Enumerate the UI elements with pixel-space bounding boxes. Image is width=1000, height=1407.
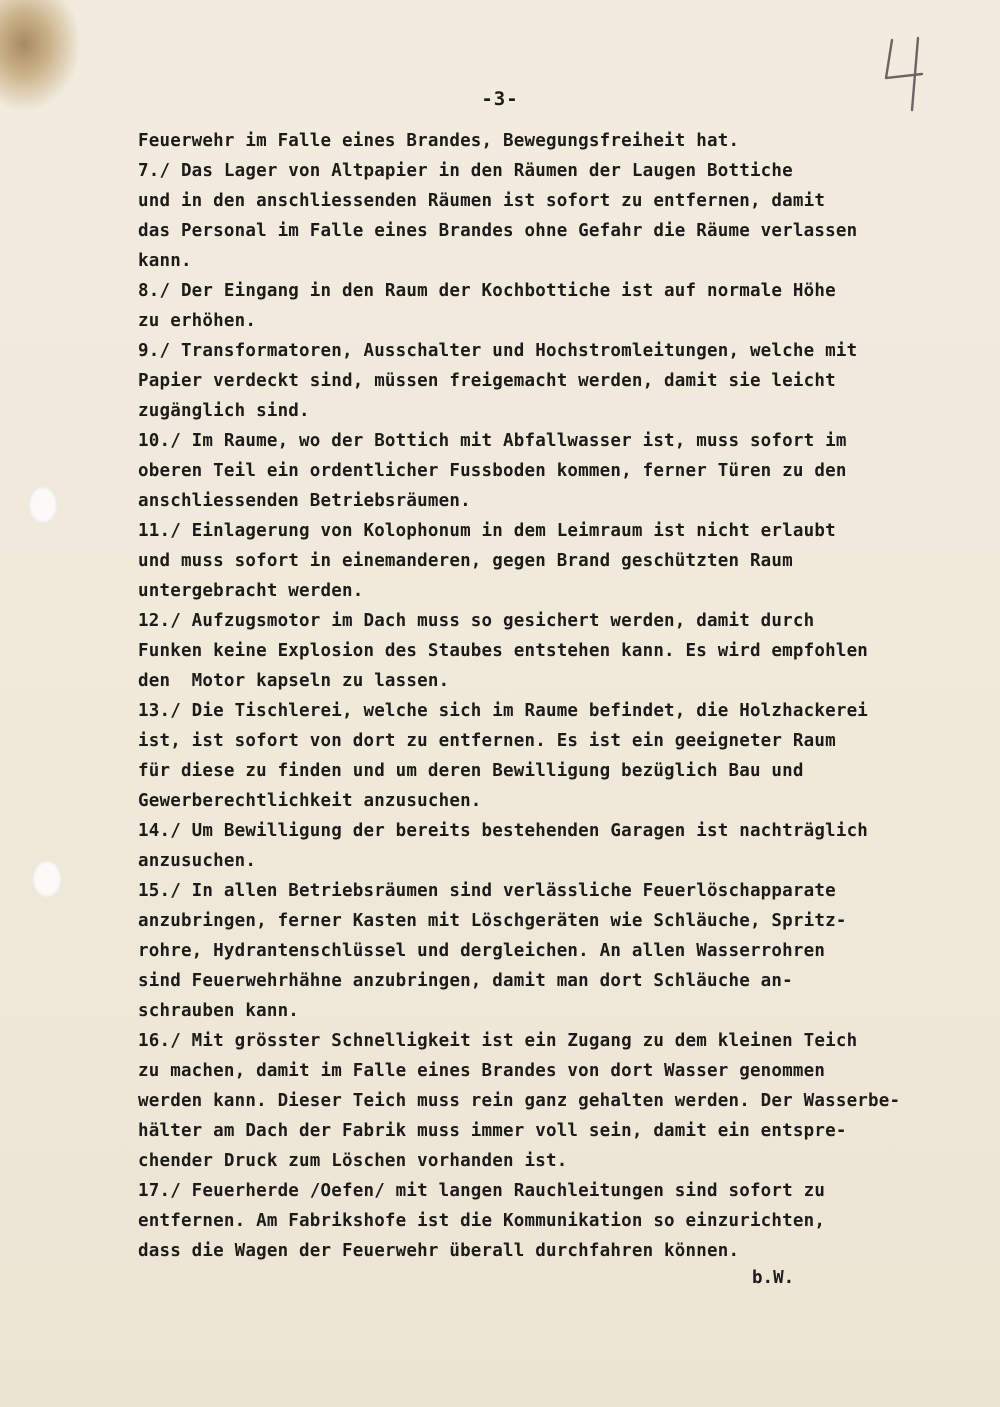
text-line: zu machen, damit im Falle eines Brandes von dort Wasser genommen <box>138 1061 826 1081</box>
text-line: Feuerwehr im Falle eines Brandes, Bewegungsfreiheit hat. <box>138 131 740 151</box>
text-line: untergebracht werden. <box>138 581 364 601</box>
text-line: kann. <box>138 251 192 271</box>
text-line: dass die Wagen der Feuerwehr überall durchfahren können. <box>138 1241 740 1261</box>
text-line: hälter am Dach der Fabrik muss immer voll sein, damit ein entspre- <box>138 1121 847 1141</box>
text-line: den Motor kapseln zu lassen. <box>138 671 450 691</box>
text-line: 7./ Das Lager von Altpapier in den Räumen der Laugen Bottiche <box>138 161 793 181</box>
text-line: 10./ Im Raume, wo der Bottich mit Abfallwasser ist, muss sofort im <box>138 431 847 451</box>
text-line: 9./ Transformatoren, Ausschalter und Hochstromleitungen, welche mit <box>138 341 858 361</box>
text-line: ist, ist sofort von dort zu entfernen. Es ist ein geeigneter Raum <box>138 731 836 751</box>
text-line: 11./ Einlagerung von Kolophonum in dem Leimraum ist nicht erlaubt <box>138 521 836 541</box>
text-line: zugänglich sind. <box>138 401 310 421</box>
text-line: Papier verdeckt sind, müssen freigemacht werden, damit sie leicht <box>138 371 836 391</box>
text-line: chender Druck zum Löschen vorhanden ist. <box>138 1151 568 1171</box>
text-line: 16./ Mit grösster Schnelligkeit ist ein Zugang zu dem kleinen Teich <box>138 1031 858 1051</box>
text-line: anschliessenden Betriebsräumen. <box>138 491 471 511</box>
text-line: 12./ Aufzugsmotor im Dach muss so gesichert werden, damit durch <box>138 611 815 631</box>
text-line: Gewerberechtlichkeit anzusuchen. <box>138 791 482 811</box>
text-line: zu erhöhen. <box>138 311 257 331</box>
text-line: rohre, Hydrantenschlüssel und dergleichen. An allen Wasserrohren <box>138 941 826 961</box>
punch-hole <box>32 860 62 898</box>
body-text <box>138 126 978 1266</box>
text-line: 14./ Um Bewilligung der bereits bestehenden Garagen ist nachträglich <box>138 821 869 841</box>
text-line: entfernen. Am Fabrikshofe ist die Kommunikation so einzurichten, <box>138 1211 826 1231</box>
text-line: sind Feuerwehrhähne anzubringen, damit man dort Schläuche an- <box>138 971 793 991</box>
text-line: anzubringen, ferner Kasten mit Löschgeräten wie Schläuche, Spritz- <box>138 911 847 931</box>
punch-hole <box>28 486 58 524</box>
text-line: oberen Teil ein ordentlicher Fussboden kommen, ferner Türen zu den <box>138 461 847 481</box>
text-line: 13./ Die Tischlerei, welche sich im Raume befindet, die Holzhackerei <box>138 701 869 721</box>
text-line: werden kann. Dieser Teich muss rein ganz gehalten werden. Der Wasserbe- <box>138 1091 901 1111</box>
text-line: und in den anschliessenden Räumen ist sofort zu entfernen, damit <box>138 191 826 211</box>
text-line: und muss sofort in einemanderen, gegen Brand geschützten Raum <box>138 551 793 571</box>
text-line: 15./ In allen Betriebsräumen sind verlässliche Feuerlöschapparate <box>138 881 836 901</box>
text-line: das Personal im Falle eines Brandes ohne Gefahr die Räume verlassen <box>138 221 858 241</box>
text-line: 17./ Feuerherde /Oefen/ mit langen Rauchleitungen sind sofort zu <box>138 1181 826 1201</box>
text-line: Funken keine Explosion des Staubes entstehen kann. Es wird empfohlen <box>138 641 869 661</box>
text-line: anzusuchen. <box>138 851 257 871</box>
text-line: für diese zu finden und um deren Bewilligung bezüglich Bau und <box>138 761 804 781</box>
continuation-note: b.W. <box>752 1268 795 1288</box>
page-number: -3- <box>481 88 519 110</box>
text-line: schrauben kann. <box>138 1001 300 1021</box>
text-line: 8./ Der Eingang in den Raum der Kochbottiche ist auf normale Höhe <box>138 281 836 301</box>
